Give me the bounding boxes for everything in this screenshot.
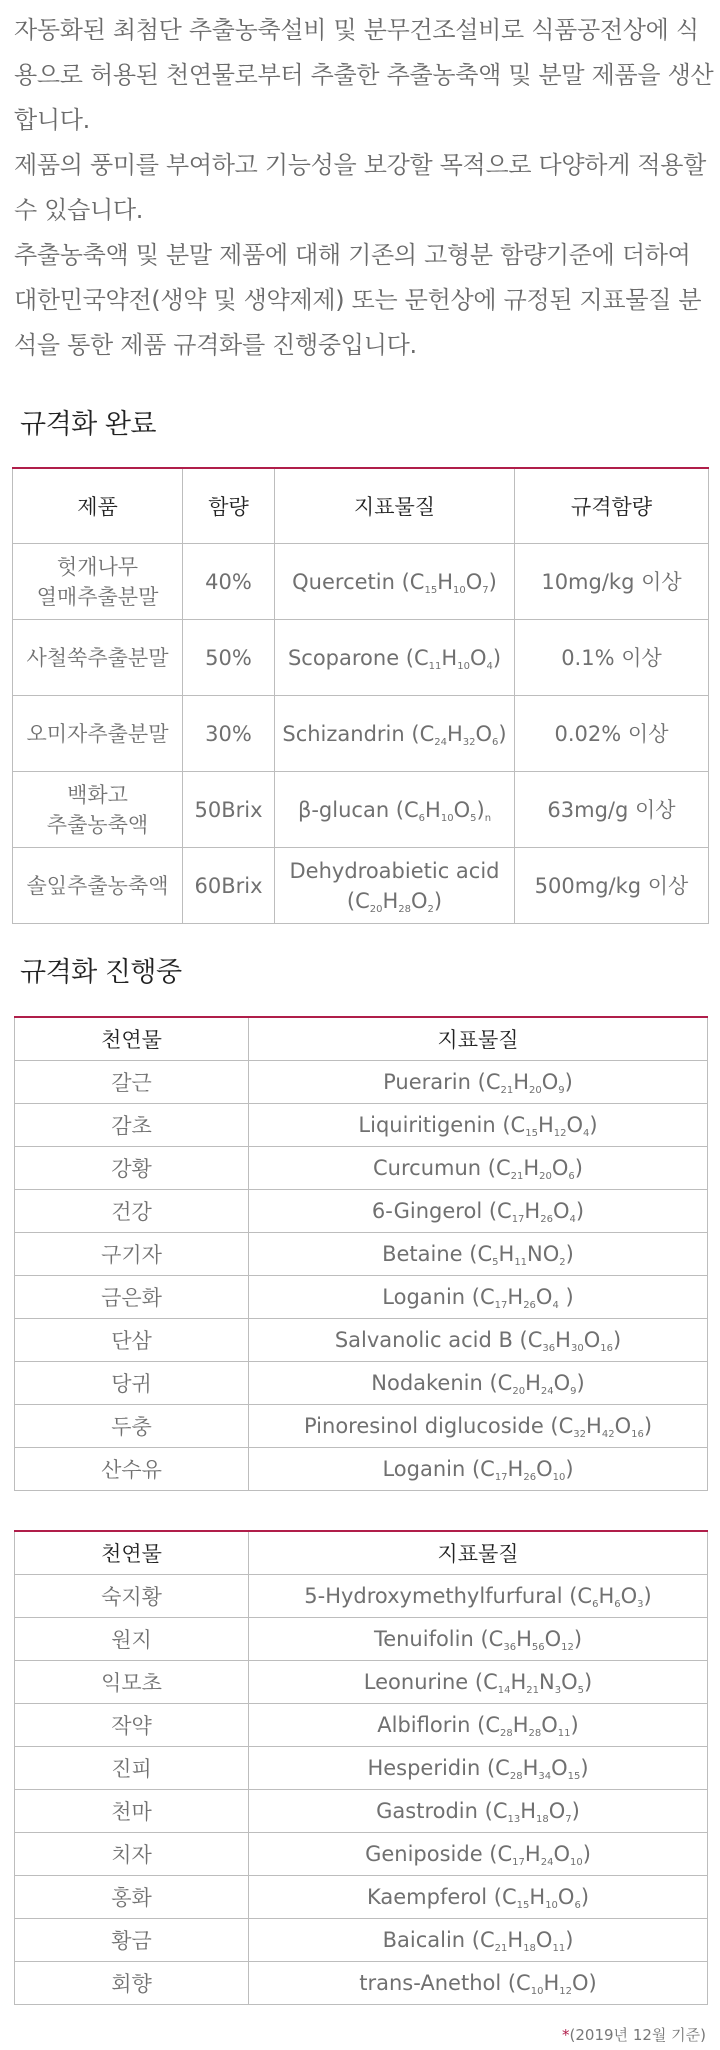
natural-cell: 회향 xyxy=(15,1962,249,2005)
natural-cell: 갈근 xyxy=(15,1061,249,1104)
marker-cell: Pinoresinol diglucoside $(C_{32}H_{42}O_{16})$ xyxy=(249,1405,708,1448)
product-cell: 백화고 추출농축액 xyxy=(13,772,183,848)
marker-cell: Hesperidin $(C_{28}H_{34}O_{15})$ xyxy=(249,1747,708,1790)
content-cell: 50Brix xyxy=(183,772,275,848)
marker-cell: Albiflorin $(C_{28}H_{28}O_{11})$ xyxy=(249,1704,708,1747)
table-row xyxy=(15,1319,708,1362)
table-row xyxy=(15,1575,708,1618)
note-text: (2019년 12월 기준) xyxy=(569,2026,706,2044)
table-row xyxy=(15,1233,708,1276)
header-natural: 천연물 xyxy=(15,1531,249,1575)
natural-cell: 건강 xyxy=(15,1190,249,1233)
table-row xyxy=(15,1661,708,1704)
marker-cell: Liquiritigenin $(C_{15}H_{12}O_4)$ xyxy=(249,1104,708,1147)
intro-paragraph-1: 자동화된 최첨단 추출농축설비 및 분무건조설비로 식품공전상에 식용으로 허용된 천연물로부터 추출한 추출농축액 및 분말 제품을 생산합니다. xyxy=(14,16,714,134)
table-row xyxy=(13,544,709,620)
marker-cell: Baicalin $(C_{21}H_{18}O_{11})$ xyxy=(249,1919,708,1962)
marker-cell: Geniposide $(C_{17}H_{24}O_{10})$ xyxy=(249,1833,708,1876)
marker-cell: 5-Hydroxymethylfurfural $(C_6H_6O_3)$ xyxy=(249,1575,708,1618)
marker-cell: Quercetin $(C_{15}H_{10}O_7)$ xyxy=(275,544,515,620)
table-row xyxy=(13,772,709,848)
inprogress-heading: 규격화 진행중 xyxy=(20,957,182,988)
natural-cell: 천마 xyxy=(15,1790,249,1833)
natural-cell: 단삼 xyxy=(15,1319,249,1362)
natural-cell: 홍화 xyxy=(15,1876,249,1919)
completed-header-row xyxy=(13,468,709,544)
marker-cell: Gastrodin $(C_{13}H_{18}O_7)$ xyxy=(249,1790,708,1833)
inprogress-b-header-row xyxy=(15,1531,708,1575)
table-row xyxy=(15,1919,708,1962)
natural-cell: 진피 xyxy=(15,1747,249,1790)
marker-cell: Scoparone $(C_{11}H_{10}O_4)$ xyxy=(275,620,515,696)
natural-cell: 강황 xyxy=(15,1147,249,1190)
note-star: * xyxy=(562,2026,570,2044)
spec-cell: 10mg/kg 이상 xyxy=(515,544,709,620)
spec-cell: 0.1% 이상 xyxy=(515,620,709,696)
content-cell: 30% xyxy=(183,696,275,772)
table-row xyxy=(15,1190,708,1233)
intro-paragraph-3: 추출농축액 및 분말 제품에 대해 기존의 고형분 함량기준에 더하여 대한민국약전(생약 및 생약제제) 또는 문헌상에 규정된 지표물질 분석을 통한 제품 규격화를 진행중입니다. xyxy=(14,241,702,359)
header-spec: 규격함량 xyxy=(515,468,709,544)
marker-cell: β-glucan $(C_6H_{10}O_5)_n$ xyxy=(275,772,515,848)
inprogress-table-a xyxy=(14,1016,708,1491)
product-cell: 사철쑥추출분말 xyxy=(13,620,183,696)
marker-cell: Loganin $(C_{17}H_{26}O_{10})$ xyxy=(249,1448,708,1491)
natural-cell: 산수유 xyxy=(15,1448,249,1491)
header-content: 함량 xyxy=(183,468,275,544)
header-marker: 지표물질 xyxy=(249,1017,708,1061)
natural-cell: 치자 xyxy=(15,1833,249,1876)
marker-cell: Betaine $(C_5H_{11}NO_2)$ xyxy=(249,1233,708,1276)
product-cell: 솔잎추출농축액 xyxy=(13,848,183,924)
table-row xyxy=(13,620,709,696)
marker-cell: Loganin ($C_{17}H_{26}O_4$ ) xyxy=(249,1276,708,1319)
natural-cell: 구기자 xyxy=(15,1233,249,1276)
table-row xyxy=(15,1362,708,1405)
spec-cell: 0.02% 이상 xyxy=(515,696,709,772)
marker-cell: Curcumun $(C_{21}H_{20}O_6)$ xyxy=(249,1147,708,1190)
table-row xyxy=(15,1276,708,1319)
marker-cell: 6-Gingerol $(C_{17}H_{26}O_4)$ xyxy=(249,1190,708,1233)
table-row xyxy=(15,1876,708,1919)
table-row xyxy=(15,1833,708,1876)
header-product: 제품 xyxy=(13,468,183,544)
table-row xyxy=(15,1448,708,1491)
completed-heading: 규격화 완료 xyxy=(20,409,156,440)
content-cell: 40% xyxy=(183,544,275,620)
marker-cell: Dehydroabietic acid $(C_{20}H_{28}O_2)$ xyxy=(275,848,515,924)
table-row xyxy=(15,1104,708,1147)
content-cell: 50% xyxy=(183,620,275,696)
table-row xyxy=(15,1790,708,1833)
natural-cell: 익모초 xyxy=(15,1661,249,1704)
table-row xyxy=(15,1704,708,1747)
table-row xyxy=(13,696,709,772)
header-marker: 지표물질 xyxy=(275,468,515,544)
table-row xyxy=(15,1962,708,2005)
marker-cell: Nodakenin $(C_{20}H_{24}O_9)$ xyxy=(249,1362,708,1405)
natural-cell: 숙지황 xyxy=(15,1575,249,1618)
intro-paragraph-2: 제품의 풍미를 부여하고 기능성을 보강할 목적으로 다양하게 적용할 수 있습니다. xyxy=(14,151,707,224)
header-natural: 천연물 xyxy=(15,1017,249,1061)
intro-text xyxy=(14,8,714,368)
table-row xyxy=(15,1061,708,1104)
natural-cell: 금은화 xyxy=(15,1276,249,1319)
content-cell: 60Brix xyxy=(183,848,275,924)
marker-cell: Tenuifolin $(C_{36}H_{56}O_{12})$ xyxy=(249,1618,708,1661)
natural-cell: 작약 xyxy=(15,1704,249,1747)
marker-cell: Schizandrin $(C_{24}H_{32}O_6)$ xyxy=(275,696,515,772)
date-note xyxy=(562,2024,706,2045)
natural-cell: 당귀 xyxy=(15,1362,249,1405)
spec-cell: 500mg/kg 이상 xyxy=(515,848,709,924)
natural-cell: 두충 xyxy=(15,1405,249,1448)
marker-cell: trans-Anethol $(C_{10}H_{12}O)$ xyxy=(249,1962,708,2005)
spec-cell: 63mg/g 이상 xyxy=(515,772,709,848)
natural-cell: 원지 xyxy=(15,1618,249,1661)
completed-table xyxy=(12,467,709,924)
table-row xyxy=(13,848,709,924)
marker-cell: Kaempferol $(C_{15}H_{10}O_6)$ xyxy=(249,1876,708,1919)
natural-cell: 황금 xyxy=(15,1919,249,1962)
inprogress-table-b xyxy=(14,1530,708,2005)
product-cell: 오미자추출분말 xyxy=(13,696,183,772)
table-row xyxy=(15,1618,708,1661)
table-row xyxy=(15,1147,708,1190)
table-row xyxy=(15,1747,708,1790)
product-cell: 헛개나무 열매추출분말 xyxy=(13,544,183,620)
table-row xyxy=(15,1405,708,1448)
inprogress-a-header-row xyxy=(15,1017,708,1061)
marker-cell: Salvanolic acid B $(C_{36}H_{30}O_{16})$ xyxy=(249,1319,708,1362)
natural-cell: 감초 xyxy=(15,1104,249,1147)
marker-cell: Leonurine $(C_{14}H_{21}N_3O_5)$ xyxy=(249,1661,708,1704)
header-marker: 지표물질 xyxy=(249,1531,708,1575)
marker-cell: Puerarin $(C_{21}H_{20}O_9)$ xyxy=(249,1061,708,1104)
